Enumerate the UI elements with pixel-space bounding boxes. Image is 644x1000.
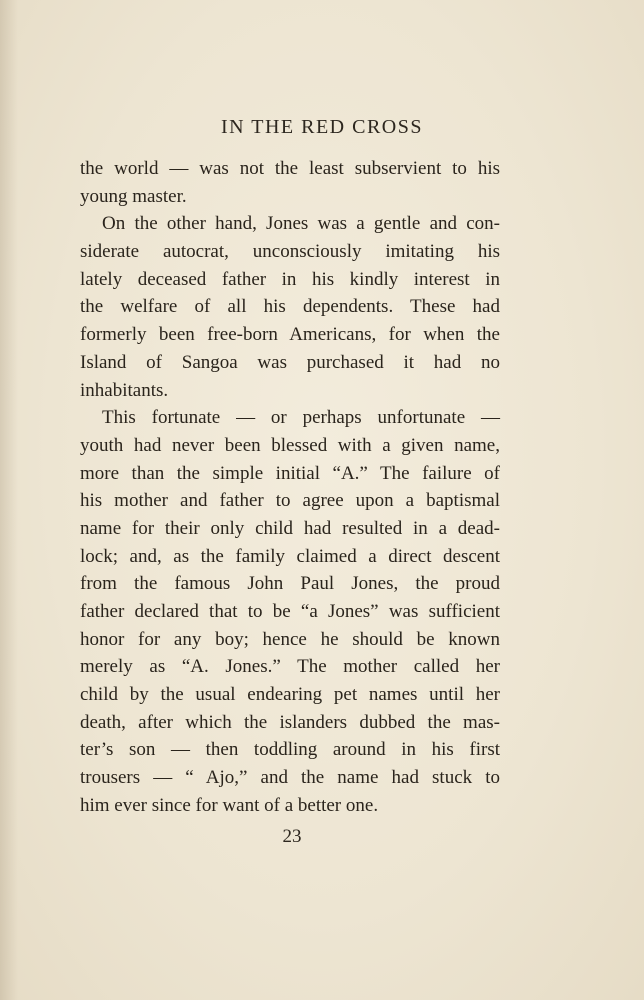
text-line: This fortunate — or perhaps unfortunate — bbox=[102, 407, 500, 429]
text-line: young master. bbox=[80, 185, 187, 207]
body-text bbox=[80, 155, 500, 820]
text-line: the welfare of all his dependents. These had bbox=[80, 296, 500, 318]
text-line: from the famous John Paul Jones, the proud bbox=[80, 573, 500, 595]
text-line: formerly been free-born Americans, for when the bbox=[80, 324, 500, 346]
text-line: On the other hand, Jones was a gentle and con- bbox=[102, 213, 500, 235]
text-line: ter’s son — then toddling around in his first bbox=[80, 739, 500, 761]
page-number: 23 bbox=[282, 826, 302, 847]
text-line: child by the usual endearing pet names until her bbox=[80, 684, 500, 706]
running-head: IN THE RED CROSS bbox=[221, 116, 423, 138]
text-line: name for their only child had resulted in a dead- bbox=[80, 517, 500, 539]
text-line: father declared that to be “a Jones” was sufficient bbox=[80, 601, 500, 622]
text-line: lock; and, as the family claimed a direct descent bbox=[80, 545, 500, 567]
text-line: death, after which the islanders dubbed the mas- bbox=[80, 711, 500, 733]
text-line: Island of Sangoa was purchased it had no bbox=[80, 351, 500, 373]
text-line: him ever since for want of a better one. bbox=[80, 794, 379, 816]
paragraph bbox=[80, 210, 500, 404]
text-line: the world — was not the least subservient to his bbox=[80, 158, 500, 179]
paragraph bbox=[80, 404, 500, 819]
text-line: siderate autocrat, unconsciously imitating his bbox=[80, 241, 500, 263]
text-line: honor for any boy; hence he should be known bbox=[80, 628, 500, 650]
text-line: youth had never been blessed with a given name, bbox=[80, 434, 500, 456]
text-line: his mother and father to agree upon a baptismal bbox=[80, 490, 500, 512]
text-line: more than the simple initial “A.” The failure of bbox=[80, 462, 500, 484]
text-line: trousers — “ Ajo,” and the name had stuck to bbox=[80, 767, 500, 789]
text-line: inhabitants. bbox=[80, 379, 169, 401]
text-line: merely as “A. Jones.” The mother called her bbox=[80, 656, 500, 678]
paragraph bbox=[80, 155, 500, 210]
text-line: lately deceased father in his kindly interest in bbox=[80, 268, 500, 290]
